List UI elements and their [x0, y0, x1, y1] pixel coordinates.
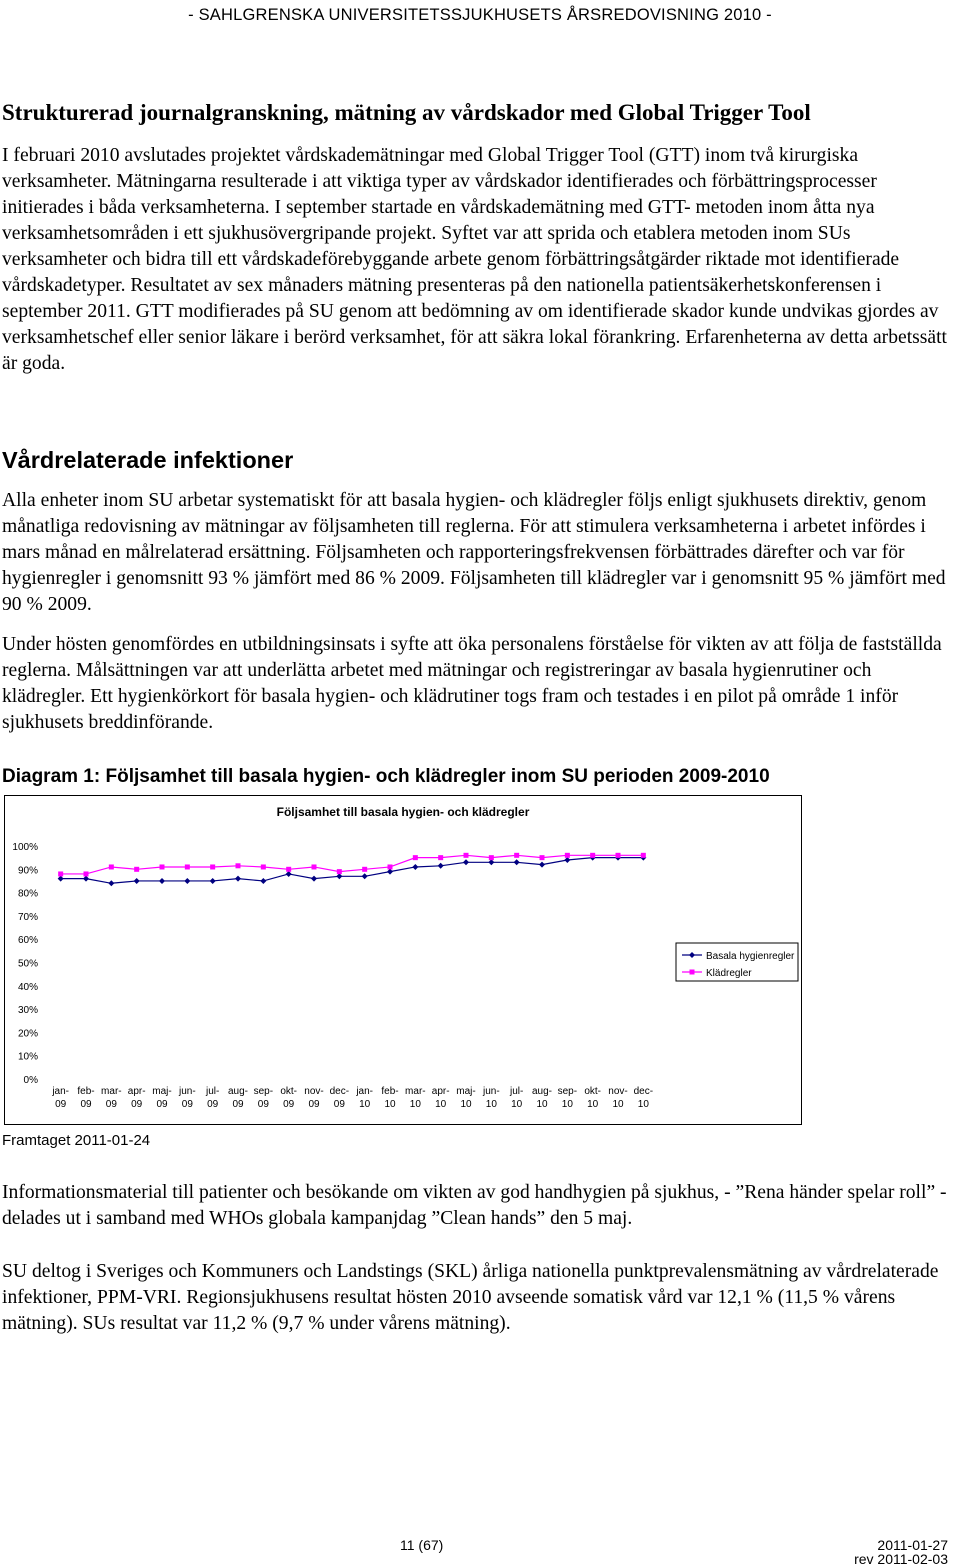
series-point-2 [109, 864, 114, 869]
x-tick-label: maj-09 [152, 1086, 172, 1110]
x-tick-label: apr-10 [431, 1086, 450, 1110]
series-point-2 [489, 855, 494, 860]
series-point-2 [616, 853, 621, 858]
series-point-2 [362, 867, 367, 872]
series-point-2 [312, 864, 317, 869]
ppm-vri-paragraph: SU deltog i Sveriges och Kommuners och Landstings (SKL) årliga nationella punktprevalensmätning av vårdrelaterade infektioner, PPM-VRI. Regionsjukhusens resultat hösten 2010 avseende somatisk vård var 12,1 % (11,5 % vårens mätning). SUs resultat var 11,2 % (9,7 % under vårens mätning). [2, 1261, 939, 1334]
footer-revision-date: rev 2011-02-03 [854, 1551, 948, 1567]
series-point-2 [413, 855, 418, 860]
series-point-2 [236, 863, 241, 868]
series-point-1 [514, 859, 520, 865]
x-tick-label: mar-09 [101, 1086, 122, 1110]
series-point-2 [438, 855, 443, 860]
series-point-2 [641, 853, 646, 858]
section-heading-infections: Vårdrelaterade infektioner [2, 447, 294, 473]
x-tick-label: dec-10 [633, 1086, 654, 1110]
x-tick-label: dec-09 [329, 1086, 350, 1110]
series-point-2 [84, 871, 89, 876]
series-point-1 [539, 862, 545, 868]
y-tick-label: 30% [17, 1005, 38, 1017]
x-tick-label: apr-09 [127, 1086, 146, 1110]
gtt-paragraph: I februari 2010 avslutades projektet vårdskademätningar med Global Trigger Tool (GTT) inom två kirurgiska verksamheter. Mätningarna resulterade i att viktiga typer av vårdskador identifierades och förbättringsprocesser initierades i båda verksamheterna. I september startade en vårdskademätning med GTT- metoden inom åtta nya verksamhetsområden i ett sjukhusövergripande projekt. Syftet var att sprida och etablera metoden inom SUs verksamheter och bidra till ett vårdskadeförebyggande arbete genom förbättringsåtgärder riktade mot identifierade vårdskadetyper. Resultatet av sex månaders mätning presenteras på den nationella patientsäkerhetskonferensen i september 2011. GTT modifierades på SU genom att bedömning av om identifierade skador kunde undvikas gjordes av verksamhetschef eller senior läkare i berörd verksamhet, för att säkra lokal förankring. Erfarenheterna av detta arbetssätt är goda. [2, 145, 947, 374]
series-point-2 [540, 855, 545, 860]
x-tick-label: jul-09 [205, 1086, 220, 1110]
y-tick-label: 0% [23, 1075, 38, 1086]
series-point-1 [387, 869, 393, 875]
chart-produced-date: Framtaget 2011-01-24 [2, 1132, 151, 1149]
y-tick-label: 10% [17, 1051, 38, 1063]
x-tick-label: feb-09 [77, 1086, 95, 1110]
x-tick-label: nov-09 [304, 1086, 324, 1110]
page-number: 11 (67) [400, 1537, 444, 1553]
x-tick-label: sep-10 [557, 1086, 578, 1110]
series-point-1 [260, 878, 266, 884]
x-tick-label: jun-09 [178, 1086, 196, 1110]
series-point-1 [412, 864, 418, 870]
x-tick-label: feb-10 [381, 1086, 399, 1110]
legend-label-2: Klädregler [706, 968, 752, 979]
x-tick-label: aug-10 [531, 1086, 553, 1110]
legend-marker-2 [690, 970, 695, 975]
section-heading-gtt: Strukturerad journalgranskning, mätning av vårdskador med Global Trigger Tool [2, 100, 811, 125]
series-point-1 [311, 876, 317, 882]
diagram-caption: Diagram 1: Följsamhet till basala hygien- och klädregler inom SU perioden 2009-2010 [2, 766, 770, 787]
series-point-1 [210, 878, 216, 884]
series-point-2 [134, 867, 139, 872]
y-tick-label: 20% [17, 1028, 38, 1040]
series-point-1 [362, 873, 368, 879]
series-point-2 [261, 864, 266, 869]
series-point-2 [185, 864, 190, 869]
series-point-1 [235, 876, 241, 882]
series-point-2 [160, 864, 165, 869]
chart-title: Följsamhet till basala hygien- och klädregler [276, 805, 530, 819]
y-tick-label: 50% [17, 958, 38, 970]
running-header: - SAHLGRENSKA UNIVERSITETSSJUKHUSETS ÅRSREDOVISNING 2010 - [188, 6, 772, 24]
series-point-2 [58, 871, 63, 876]
y-tick-label: 40% [17, 981, 38, 993]
series-point-1 [488, 859, 494, 865]
y-tick-label: 60% [17, 935, 38, 947]
infections-paragraph-2: Under hösten genomfördes en utbildningsinsats i syfte att öka personalens förståelse för vikten av att följa de fastställda reglerna. Målsättningen var att underlätta arbetet med mätningar och registreringar av basala hygienrutiner och klädregler. Ett hygienkörkort för basala hygien- och klädrutiner togs fram och testades i en pilot på område 1 inför sjukhusets breddinförande. [2, 634, 942, 733]
y-tick-label: 80% [17, 888, 38, 900]
series-point-1 [108, 880, 114, 886]
series-point-1 [438, 863, 444, 869]
series-point-1 [159, 878, 165, 884]
series-point-1 [564, 857, 570, 863]
series-point-1 [134, 878, 140, 884]
series-point-1 [463, 859, 469, 865]
y-tick-label: 70% [17, 911, 38, 923]
legend-label-1: Basala hygienregler [706, 951, 795, 962]
x-tick-label: okt-10 [584, 1086, 602, 1110]
y-tick-label: 100% [12, 842, 38, 853]
series-point-1 [336, 873, 342, 879]
series-point-2 [286, 867, 291, 872]
footer-date: 2011-01-27 [877, 1537, 948, 1553]
series-point-2 [464, 853, 469, 858]
x-tick-label: jul-10 [509, 1086, 524, 1110]
campaign-paragraph: Informationsmaterial till patienter och besökande om vikten av god handhygien på sjukhus, - ”Rena händer spelar roll” - delades ut i samband med WHOs globala kampanjdag ”Clean hands” den 5 maj. [2, 1182, 947, 1229]
series-point-1 [83, 876, 89, 882]
y-tick-label: 90% [17, 865, 38, 877]
series-point-2 [590, 853, 595, 858]
x-tick-label: sep-09 [253, 1086, 274, 1110]
series-point-1 [286, 871, 292, 877]
series-point-2 [565, 853, 570, 858]
x-tick-label: jan-09 [52, 1086, 70, 1110]
series-point-2 [388, 864, 393, 869]
x-tick-label: jan-10 [356, 1086, 374, 1110]
series-point-1 [184, 878, 190, 884]
series-point-1 [58, 876, 64, 882]
series-point-2 [337, 869, 342, 874]
x-tick-label: aug-09 [227, 1086, 249, 1110]
x-tick-label: nov-10 [608, 1086, 628, 1110]
series-point-2 [210, 864, 215, 869]
x-tick-label: okt-09 [280, 1086, 298, 1110]
x-tick-label: mar-10 [405, 1086, 426, 1110]
series-point-2 [514, 853, 519, 858]
x-tick-label: jun-10 [482, 1086, 500, 1110]
x-tick-label: maj-10 [456, 1086, 476, 1110]
compliance-line-chart [4, 795, 802, 1125]
infections-paragraph-1: Alla enheter inom SU arbetar systematiskt för att basala hygien- och klädregler följs enligt sjukhusets direktiv, genom månatliga redovisning av mätningar av följsamheten till reglerna. För att stimulera verksamheterna i arbetet infördes i mars månad en målrelaterad ersättning. Följsamheten och rapporteringsfrekvensen förbättrades därefter och var för hygienregler i genomsnitt 93 % jämfört med 86 % 2009. Följsamheten till klädregler var i genomsnitt 95 % jämfört med 90 % 2009. [2, 490, 946, 615]
series-line-2 [61, 855, 644, 874]
